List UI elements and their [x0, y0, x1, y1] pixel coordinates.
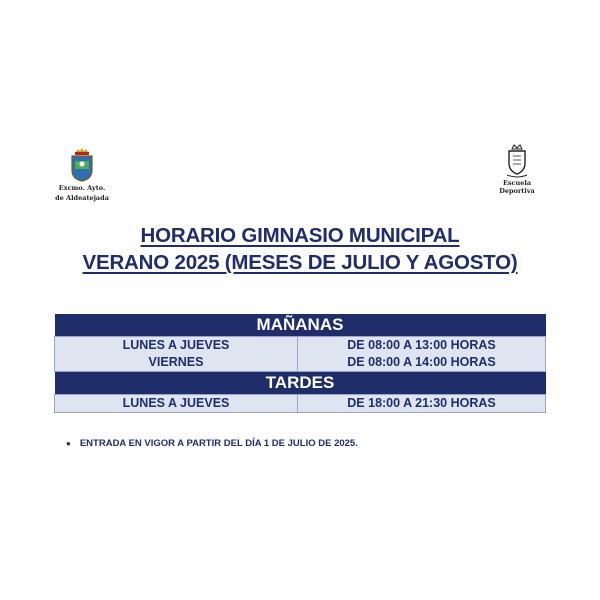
title-line-2: VERANO 2025 (MESES DE JULIO Y AGOSTO)	[82, 251, 518, 274]
note-item	[66, 438, 358, 449]
hours-cell: DE 18:00 A 21:30 HORAS	[298, 395, 546, 413]
crest-icon	[504, 144, 530, 178]
table-row	[55, 354, 546, 372]
title-line-1: HORARIO GIMNASIO MUNICIPAL	[140, 224, 460, 247]
morning-header-row	[55, 314, 546, 337]
days-cell: LUNES A JUEVES	[55, 395, 298, 413]
municipality-caption-line1: Excmo. Ayto.	[58, 184, 106, 192]
municipality-logo	[52, 148, 112, 202]
sports-school-logo	[487, 144, 547, 195]
municipality-caption-line2: de Aldeatejada	[55, 194, 109, 202]
sports-school-caption: Escuela Deportiva	[499, 179, 535, 195]
schedule-table	[54, 314, 546, 413]
days-cell: VIERNES	[55, 354, 298, 372]
hours-cell: DE 08:00 A 13:00 HORAS	[298, 337, 546, 355]
table-row	[55, 337, 546, 355]
coat-of-arms-icon	[69, 148, 95, 182]
bullet-icon: ●	[66, 439, 71, 448]
afternoon-header: TARDES	[55, 372, 546, 395]
hours-cell: DE 08:00 A 14:00 HORAS	[298, 354, 546, 372]
morning-header: MAÑANAS	[55, 314, 546, 337]
page-title	[0, 222, 600, 276]
table-row	[55, 395, 546, 413]
afternoon-header-row	[55, 372, 546, 395]
days-cell: LUNES A JUEVES	[55, 337, 298, 355]
note-text: ENTRADA EN VIGOR A PARTIR DEL DÍA 1 DE JULIO DE 2025.	[79, 438, 358, 449]
